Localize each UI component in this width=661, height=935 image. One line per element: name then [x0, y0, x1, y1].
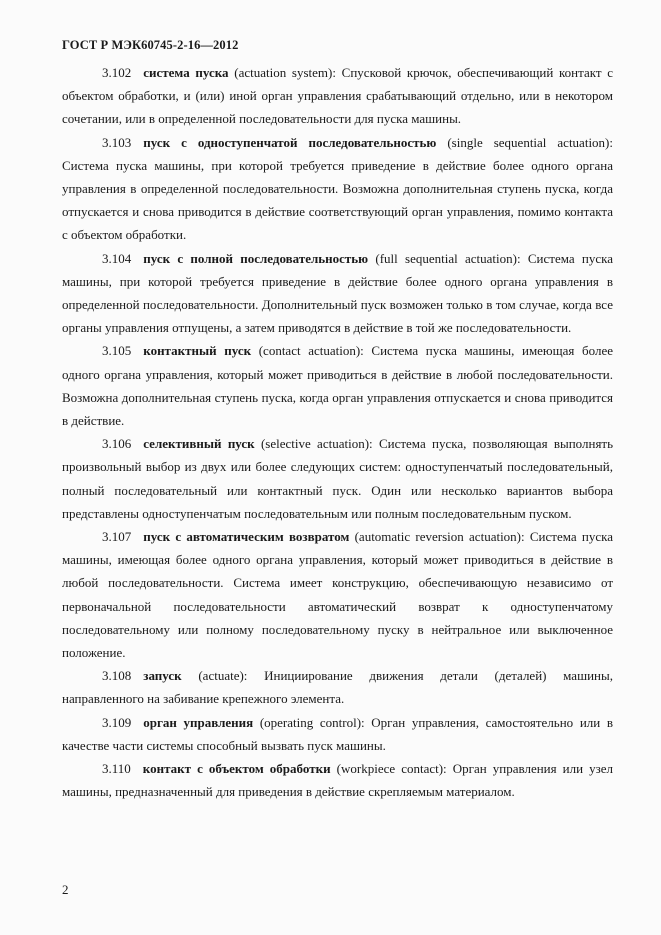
definition-text: Система пуска, позволяющая выполнять произвольный выбор из двух или более следующих систем: одноступенчатый последовательный, полный последовательный или контактный пуск. Один или несколько вариантов выбора представлены одноступенчатым последовательным или полным последовательным пуском.: [62, 436, 614, 521]
definition-term: пуск с одноступенчатой последовательностью: [143, 134, 437, 150]
definition-number: 3.108: [102, 668, 132, 684]
definition-text: Спусковой крючок, обеспечивающий контакт с объектом обработки, и (или) иной орган управления срабатывающий отдельно, или в некотором сочетании, или в определенной последовательности для пуска машины.: [62, 65, 614, 127]
definition-3-105: [62, 339, 613, 432]
definition-3-103: [62, 131, 613, 247]
definition-number: 3.107: [102, 529, 132, 545]
definition-text: Система пуска машины, имеющая более одного органа управления, который может приводиться в действие в любой последовательности. Возможна дополнительная ступень пуска, когда орган управления отпускается и снова приводится в действие.: [62, 343, 613, 429]
definition-text: Орган управления, самостоятельно или в качестве части системы способный вызвать пуск машины.: [62, 714, 614, 753]
definition-term: орган управления: [143, 714, 254, 730]
definition-number: 3.109: [102, 714, 132, 730]
definition-3-104: [62, 247, 613, 340]
definition-term: пуск с полной последовательностью: [143, 250, 369, 266]
definition-3-110: [62, 757, 613, 803]
definition-term: запуск: [143, 668, 182, 684]
definition-number: 3.104: [102, 250, 132, 266]
definition-3-106: [62, 432, 613, 525]
definition-text: Система пуска машины, при которой требуется приведение в действие более одного органа управления в определенной последовательности. Дополнительный пуск возможен только в том случае, когда все органы управления отпущены, а затем приводятся в действие в той же последовательности.: [62, 250, 613, 336]
definition-term: система пуска: [143, 65, 229, 80]
definition-term: пуск с автоматическим возвратом: [143, 529, 350, 545]
definition-text: Орган управления или узел машины, предназначенный для приведения в действие скрепляемым материалом.: [62, 761, 614, 800]
definition-english: (full sequential actuation):: [375, 250, 521, 266]
definition-english: (workpiece contact):: [336, 761, 447, 777]
definition-term: селективный пуск: [143, 436, 255, 452]
definition-term: контактный пуск: [143, 343, 252, 359]
definition-number: 3.103: [102, 134, 132, 150]
definition-english: (selective actuation):: [260, 436, 373, 452]
definition-text: Система пуска машины, при которой требуется приведение в действие более одного органа управления в определенной последовательности. Возможна дополнительная ступень пуска, когда отпускается и снова приводится в действие соответствующий орган управления, помимо контакта с объектом обработки.: [62, 157, 613, 243]
definition-english: (automatic reversion actuation):: [354, 529, 525, 545]
definition-term: контакт с объектом обработки: [142, 761, 331, 777]
definition-english: (actuation system):: [234, 65, 336, 80]
definition-3-108: [62, 664, 613, 710]
definition-number: 3.102: [102, 65, 132, 80]
definition-text: Система пуска машины, имеющая более одного органа управления, который может приводиться в действие в любой последовательности. Система имеет конструкцию, обеспечивающую независимо от первоначальной последовательности автоматический возврат к одноступенчатому последовательному или полному последовательному пуску в нейтральное или выключенное положение.: [62, 529, 614, 661]
document-body: [62, 61, 613, 804]
definition-number: 3.106: [102, 436, 132, 452]
definition-number: 3.110: [102, 761, 131, 777]
definition-3-107: [62, 525, 613, 664]
definition-3-109: [62, 711, 613, 757]
definition-3-102: [62, 61, 613, 131]
page-number: 2: [62, 882, 69, 897]
definition-english: (contact actuation):: [258, 343, 364, 359]
definition-text: Инициирование движения детали (деталей) машины, направленного на забивание крепежного элемента.: [62, 668, 613, 707]
document-header: ГОСТ Р МЭК60745-2-16—2012: [62, 38, 239, 52]
definition-english: (operating control):: [259, 714, 365, 730]
definition-english: (single sequential actuation):: [447, 134, 613, 150]
definition-number: 3.105: [102, 343, 132, 359]
definition-english: (actuate):: [198, 668, 248, 684]
